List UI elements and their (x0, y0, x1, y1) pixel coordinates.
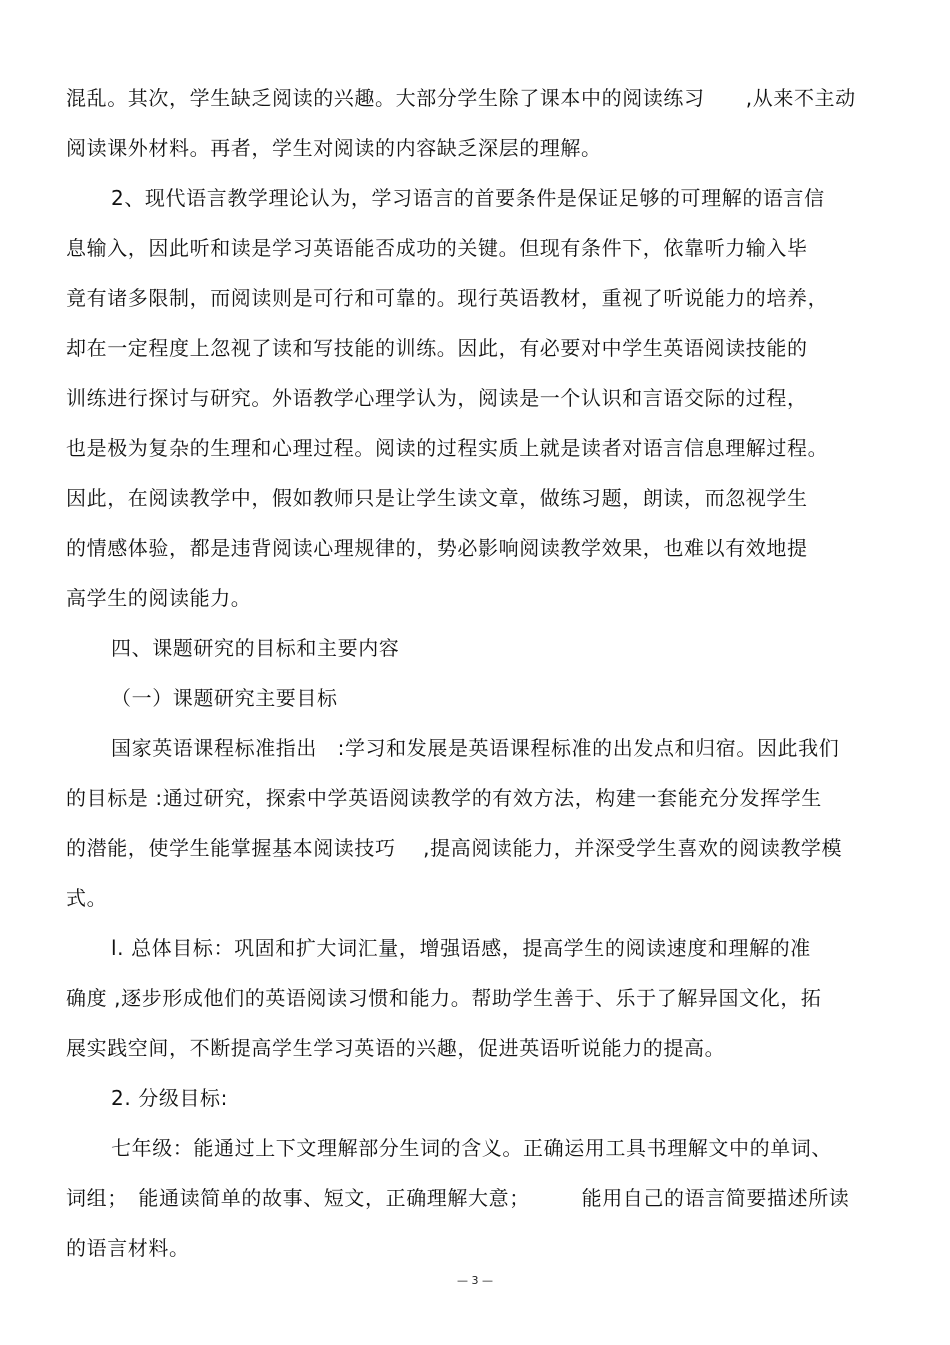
text-line: 的目标是 :通过研究，探索中学英语阅读教学的有效方法，构建一套能充分发挥学生 (66, 786, 822, 810)
text-line: 高学生的阅读能力。 (66, 586, 252, 610)
text-line: 确度 ,逐步形成他们的英语阅读习惯和能力。帮助学生善于、乐于了解异国文化，拓 (66, 986, 822, 1010)
text-line: 竟有诸多限制，而阅读则是可行和可靠的。现行英语教材，重视了听说能力的培养， (66, 286, 829, 310)
text-line: 训练进行探讨与研究。外语教学心理学认为，阅读是一个认识和言语交际的过程， (66, 386, 808, 410)
text-line: 的潜能，使学生能掌握基本阅读技巧 ,提高阅读能力，并深受学生喜欢的阅读教学模 (66, 836, 843, 860)
text-line: 因此，在阅读教学中，假如教师只是让学生读文章，做练习题，朗读，而忽视学生 (66, 486, 808, 510)
section-heading: 四、课题研究的目标和主要内容 (111, 636, 400, 660)
text-line: 式。 (66, 886, 108, 910)
text-line: 的情感体验，都是违背阅读心理规律的，势必影响阅读教学效果，也难以有效地提 (66, 536, 808, 560)
text-line: 2. 分级目标: (111, 1086, 228, 1110)
text-line: 的语言材料。 (66, 1236, 190, 1260)
text-line: 阅读课外材料。再者，学生对阅读的内容缺乏深层的理解。 (66, 136, 602, 160)
text-line: 词组； 能通读简单的故事、短文，正确理解大意； 能用自己的语言简要描述所读 (66, 1186, 850, 1210)
text-line: 七年级：能通过上下文理解部分生词的含义。正确运用工具书理解文中的单词、 (111, 1136, 832, 1160)
text-line: 2、现代语言教学理论认为，学习语言的首要条件是保证足够的可理解的语言信 (111, 186, 825, 210)
text-line: 也是极为复杂的生理和心理过程。阅读的过程实质上就是读者对语言信息理解过程。 (66, 436, 829, 460)
subsection-heading: （一）课题研究主要目标 (111, 686, 338, 710)
page-number: — 3 — (457, 1274, 493, 1287)
text-line: l. 总体目标：巩固和扩大词汇量，增强语感，提高学生的阅读速度和理解的准 (111, 936, 811, 960)
text-line: 混乱。其次，学生缺乏阅读的兴趣。大部分学生除了课本中的阅读练习 ,从来不主动 (66, 86, 856, 110)
text-line: 却在一定程度上忽视了读和写技能的训练。因此，有必要对中学生英语阅读技能的 (66, 336, 808, 360)
text-line: 息输入，因此听和读是学习英语能否成功的关键。但现有条件下，依靠听力输入毕 (66, 236, 808, 260)
text-line: 国家英语课程标准指出 :学习和发展是英语课程标准的出发点和归宿。因此我们 (111, 736, 840, 760)
text-line: 展实践空间，不断提高学生学习英语的兴趣，促进英语听说能力的提高。 (66, 1036, 726, 1060)
